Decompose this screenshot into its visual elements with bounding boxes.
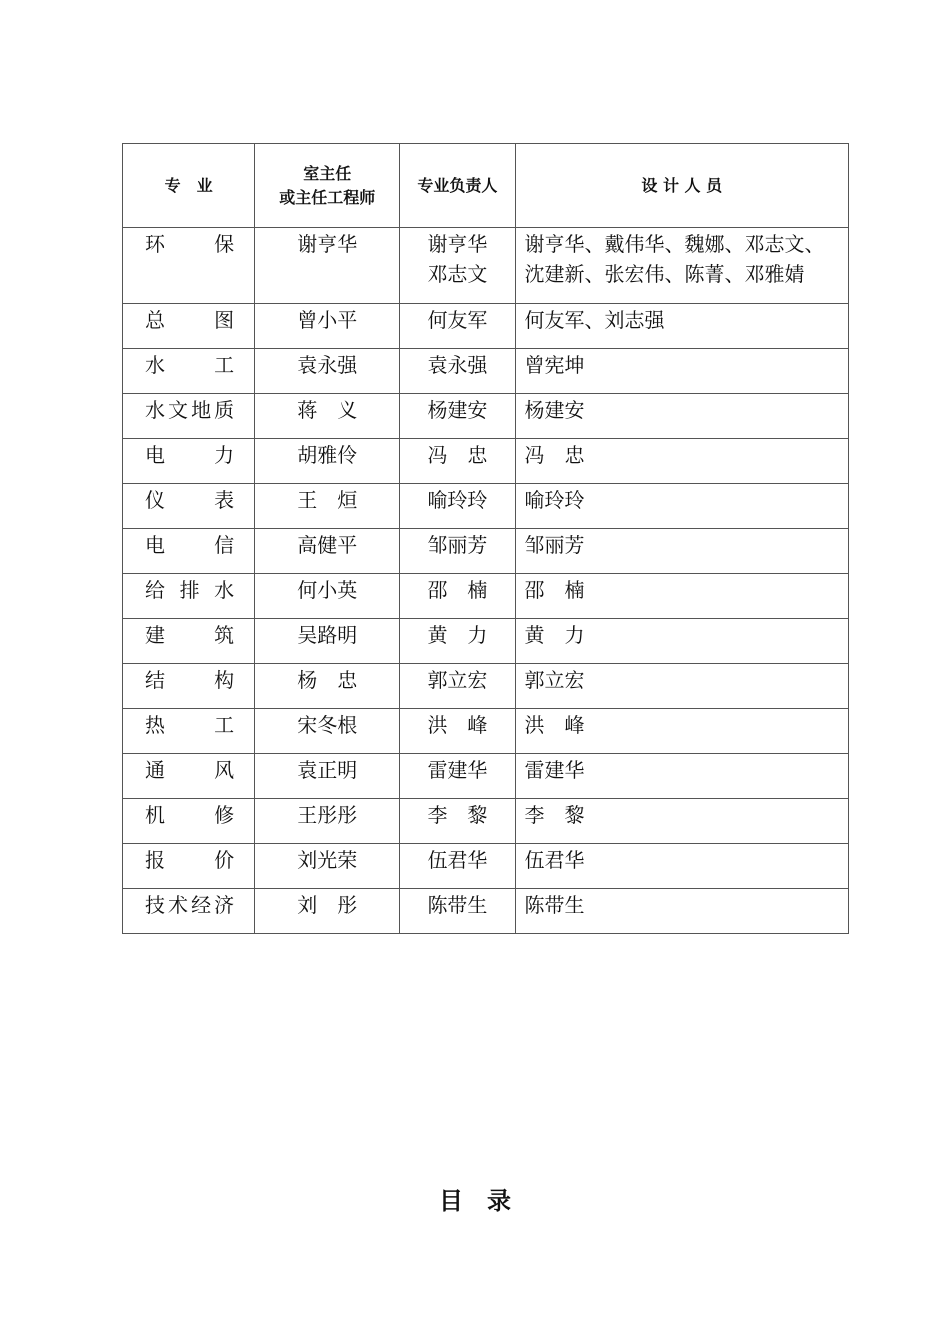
lead-cell-text: 袁永强 [427, 353, 488, 377]
designers-cell-text: 曾宪坤 [524, 353, 585, 377]
specialty-cell-text: 结构 [145, 668, 235, 692]
lead-cell [400, 574, 515, 619]
director-cell-text: 袁永强 [297, 353, 358, 377]
designers-cell [515, 349, 848, 394]
specialty-cell-text: 机修 [145, 803, 235, 827]
table-row [123, 529, 849, 574]
specialty-cell [123, 439, 255, 484]
specialty-cell [123, 844, 255, 889]
director-cell [255, 574, 400, 619]
director-cell [255, 439, 400, 484]
header-director-line2: 或主任工程师 [279, 187, 376, 207]
table-row [123, 709, 849, 754]
designers-cell-text: 杨建安 [524, 398, 585, 422]
specialty-cell [123, 394, 255, 439]
designers-cell-text: 邹丽芳 [524, 533, 585, 557]
lead-cell [400, 529, 515, 574]
director-cell [255, 529, 400, 574]
specialty-cell-text: 建筑 [145, 623, 235, 647]
designers-cell [515, 304, 848, 349]
designers-cell-text: 谢亨华、戴伟华、魏娜、邓志文、沈建新、张宏伟、陈菁、邓雅婧 [524, 232, 825, 286]
lead-cell [400, 844, 515, 889]
header-specialty: 专 业 [123, 144, 255, 228]
header-designers: 设 计 人 员 [515, 144, 848, 228]
director-cell-text: 何小英 [297, 578, 358, 602]
specialty-cell [123, 574, 255, 619]
table-row [123, 228, 849, 304]
lead-cell [400, 799, 515, 844]
specialty-cell [123, 664, 255, 709]
designers-cell [515, 529, 848, 574]
specialty-cell [123, 619, 255, 664]
director-cell [255, 484, 400, 529]
designers-cell [515, 664, 848, 709]
lead-cell [400, 349, 515, 394]
specialty-cell [123, 709, 255, 754]
specialty-cell-text: 电力 [145, 443, 235, 467]
director-cell [255, 709, 400, 754]
toc-heading: 目录 [439, 1187, 535, 1215]
lead-cell [400, 754, 515, 799]
lead-cell-text: 伍君华 [427, 848, 488, 872]
table-row [123, 754, 849, 799]
designers-cell [515, 844, 848, 889]
specialty-cell [123, 228, 255, 304]
director-cell-text: 谢亨华 [297, 232, 358, 256]
director-cell [255, 754, 400, 799]
table-row [123, 439, 849, 484]
table-row [123, 619, 849, 664]
director-cell [255, 304, 400, 349]
designers-cell [515, 574, 848, 619]
specialty-cell [123, 484, 255, 529]
specialty-cell-text: 水文地质 [145, 398, 235, 422]
director-cell-text: 吴路明 [297, 623, 358, 647]
lead-cell [400, 484, 515, 529]
lead-cell-text: 何友军 [427, 308, 488, 332]
director-cell [255, 889, 400, 934]
designers-cell-text: 冯 忠 [524, 443, 585, 467]
lead-cell [400, 439, 515, 484]
director-cell-text: 刘光荣 [297, 848, 358, 872]
designers-cell-text: 雷建华 [524, 758, 585, 782]
lead-cell [400, 709, 515, 754]
table-header-row [123, 144, 849, 228]
designers-cell [515, 709, 848, 754]
director-cell-text: 刘 彤 [297, 893, 358, 917]
table-row [123, 889, 849, 934]
lead-cell-text: 冯 忠 [427, 443, 488, 467]
specialty-cell [123, 754, 255, 799]
specialty-cell-text: 通风 [145, 758, 235, 782]
director-cell-text: 宋冬根 [297, 713, 358, 737]
lead-cell-text: 邹丽芳 [427, 533, 488, 557]
director-cell [255, 799, 400, 844]
director-cell [255, 664, 400, 709]
specialty-cell-text: 环保 [145, 232, 235, 256]
lead-cell-text: 杨建安 [427, 398, 488, 422]
director-cell-text: 胡雅伶 [297, 443, 358, 467]
director-cell [255, 394, 400, 439]
specialty-cell [123, 349, 255, 394]
director-cell [255, 228, 400, 304]
designers-cell [515, 394, 848, 439]
specialty-cell [123, 304, 255, 349]
designers-cell [515, 754, 848, 799]
designers-cell [515, 228, 848, 304]
designers-cell [515, 484, 848, 529]
specialty-cell-text: 水工 [145, 353, 235, 377]
lead-cell-text: 黄 力 [427, 623, 488, 647]
lead-cell-text: 李 黎 [427, 803, 488, 827]
lead-cell [400, 664, 515, 709]
director-cell-text: 蒋 义 [297, 398, 358, 422]
director-cell-text: 王彤彤 [297, 803, 358, 827]
table-row [123, 484, 849, 529]
specialty-cell-text: 电信 [145, 533, 235, 557]
lead-cell-text: 陈带生 [427, 893, 488, 917]
table-row [123, 844, 849, 889]
table-row [123, 574, 849, 619]
lead-cell-text: 邵 楠 [427, 578, 488, 602]
table-row [123, 349, 849, 394]
specialty-cell-text: 仪表 [145, 488, 235, 512]
lead-cell [400, 394, 515, 439]
designers-cell-text: 喻玲玲 [524, 488, 585, 512]
designers-cell [515, 439, 848, 484]
header-director [255, 144, 400, 228]
specialty-cell [123, 529, 255, 574]
designers-cell-text: 郭立宏 [524, 668, 585, 692]
director-cell-text: 曾小平 [297, 308, 358, 332]
director-cell-text: 杨 忠 [297, 668, 358, 692]
director-cell-text: 高健平 [297, 533, 358, 557]
specialty-cell [123, 799, 255, 844]
lead-cell [400, 889, 515, 934]
lead-cell-text: 洪 峰 [427, 713, 488, 737]
lead-cell-text: 喻玲玲 [427, 488, 488, 512]
designers-cell [515, 799, 848, 844]
designers-cell [515, 889, 848, 934]
director-cell [255, 619, 400, 664]
lead-cell-text: 雷建华 [427, 758, 488, 782]
lead-cell-text: 谢亨华 邓志文 [427, 232, 488, 286]
table-body [123, 228, 849, 934]
header-lead: 专业负责人 [400, 144, 515, 228]
director-cell-text: 袁正明 [297, 758, 358, 782]
table-row [123, 799, 849, 844]
lead-cell-text: 郭立宏 [427, 668, 488, 692]
specialty-cell-text: 给排水 [145, 578, 235, 602]
table-row [123, 304, 849, 349]
table-row [123, 664, 849, 709]
table-row [123, 394, 849, 439]
lead-cell [400, 228, 515, 304]
director-cell [255, 349, 400, 394]
designers-cell-text: 何友军、刘志强 [524, 308, 665, 332]
lead-cell [400, 304, 515, 349]
director-cell [255, 844, 400, 889]
designers-cell-text: 洪 峰 [524, 713, 585, 737]
specialty-cell [123, 889, 255, 934]
specialty-cell-text: 总图 [145, 308, 235, 332]
designers-cell-text: 李 黎 [524, 803, 585, 827]
lead-cell [400, 619, 515, 664]
designers-cell-text: 伍君华 [524, 848, 585, 872]
designers-cell-text: 邵 楠 [524, 578, 585, 602]
staff-table [122, 143, 849, 934]
specialty-cell-text: 报价 [145, 848, 235, 872]
header-director-line1: 室主任 [303, 163, 352, 183]
director-cell-text: 王 烜 [297, 488, 358, 512]
designers-cell-text: 黄 力 [524, 623, 585, 647]
designers-cell [515, 619, 848, 664]
specialty-cell-text: 技术经济 [145, 893, 235, 917]
specialty-cell-text: 热工 [145, 713, 235, 737]
designers-cell-text: 陈带生 [524, 893, 585, 917]
